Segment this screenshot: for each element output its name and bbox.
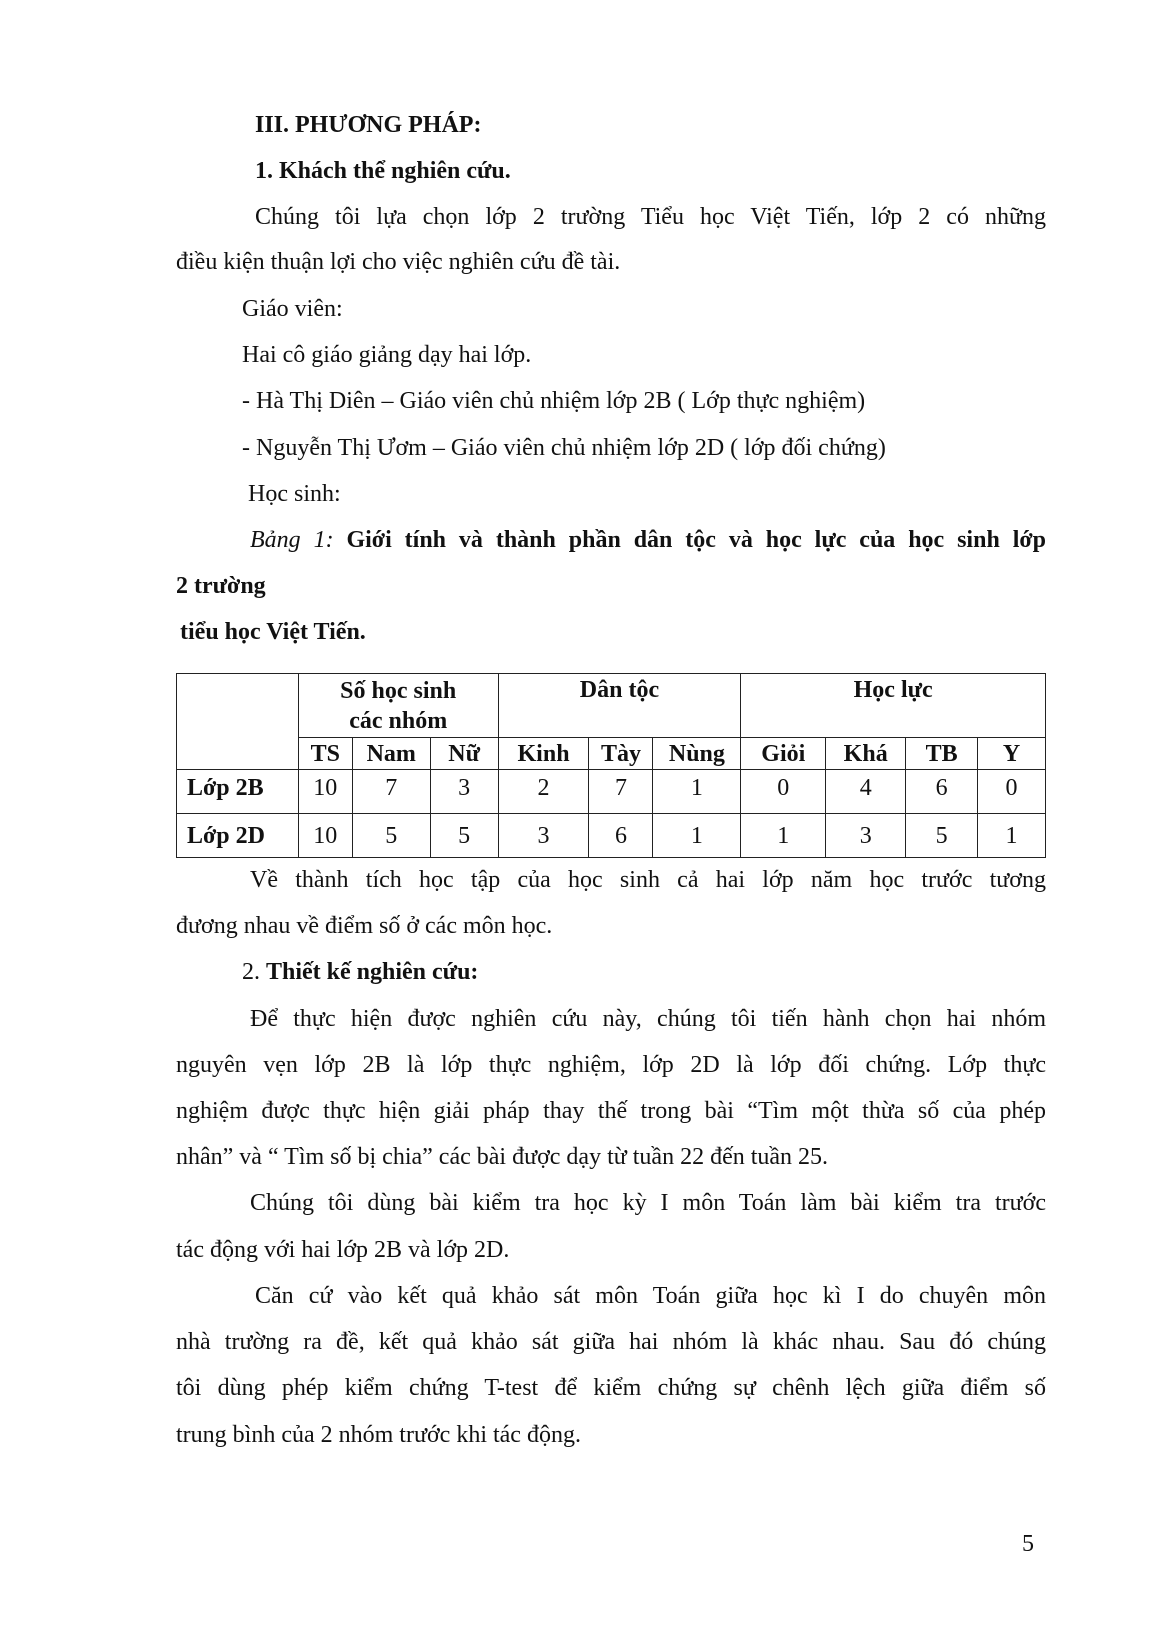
ttest-para-line: Căn cứ vào kết quả khảo sát môn Toán giữa học kì I do chuyên môn — [255, 1283, 1046, 1309]
subsection-2-number: 2. — [242, 959, 260, 985]
sub-header: TB — [906, 738, 978, 770]
intro-line-1: Chúng tôi lựa chọn lớp 2 trường Tiểu học Việt Tiến, lớp 2 có những — [255, 204, 1046, 230]
intro-line-2: điều kiện thuận lợi cho việc nghiên cứu đề tài. — [176, 249, 621, 275]
table-cell: 7 — [352, 770, 430, 814]
table-cell: 2 — [498, 770, 589, 814]
table-caption-title: Giới tính và thành phần dân tộc và học lực của học sinh lớp — [346, 527, 1047, 553]
table-row — [177, 770, 1046, 814]
table-cell: 10 — [298, 814, 352, 858]
table-cell: 1 — [653, 770, 741, 814]
group-header: Học lực — [741, 674, 1046, 738]
table-row — [177, 814, 1046, 858]
ttest-para-line: trung bình của 2 nhóm trước khi tác động. — [176, 1422, 581, 1448]
table-cell: 1 — [741, 814, 826, 858]
students-heading: Học sinh: — [248, 481, 341, 507]
subsection-2-heading — [242, 957, 478, 987]
test-para-line: Chúng tôi dùng bài kiểm tra học kỳ I môn Toán làm bài kiểm tra trước — [250, 1190, 1046, 1216]
table-cell: 1 — [653, 814, 741, 858]
teachers-heading: Giáo viên: — [242, 296, 343, 322]
row-label: Lớp 2B — [177, 770, 299, 814]
subsection-1-number: 1. — [255, 158, 273, 184]
table-cell: 1 — [978, 814, 1046, 858]
table-cell: 7 — [589, 770, 653, 814]
design-para-line: nghiệm được thực hiện giải pháp thay thế trong bài “Tìm một thừa số của phép — [176, 1098, 1046, 1124]
sub-header: Giỏi — [741, 738, 826, 770]
ttest-para-line: nhà trường ra đề, kết quả khảo sát giữa hai nhóm là khác nhau. Sau đó chúng — [176, 1329, 1046, 1355]
table-cell: 0 — [741, 770, 826, 814]
table-caption-line-2: 2 trường — [176, 573, 266, 599]
sub-header: TS — [298, 738, 352, 770]
table-cell: 3 — [498, 814, 589, 858]
student-table — [176, 673, 1046, 858]
ttest-para-line: tôi dùng phép kiểm chứng T-test để kiểm chứng sự chênh lệch giữa điểm số — [176, 1375, 1046, 1401]
teacher-item: - Hà Thị Diên – Giáo viên chủ nhiệm lớp 2B ( Lớp thực nghiệm) — [242, 388, 866, 414]
subsection-1-title: Khách thể nghiên cứu. — [279, 158, 511, 184]
test-para-line: tác động với hai lớp 2B và lớp 2D. — [176, 1237, 510, 1263]
sub-header: Tày — [589, 738, 653, 770]
sub-header: Y — [978, 738, 1046, 770]
table-caption-line-3: tiểu học Việt Tiến. — [180, 619, 366, 645]
table-cell: 10 — [298, 770, 352, 814]
table-cell: 5 — [906, 814, 978, 858]
table-corner-cell — [177, 674, 299, 770]
table-caption-label: Bảng 1: — [250, 527, 334, 553]
achievement-line-2: đương nhau về điểm số ở các môn học. — [176, 913, 553, 939]
table-cell: 5 — [430, 814, 498, 858]
sub-header: Khá — [826, 738, 906, 770]
achievement-line-1: Về thành tích học tập của học sinh cả hai lớp năm học trước tương — [250, 867, 1046, 893]
row-label: Lớp 2D — [177, 814, 299, 858]
table-cell: 3 — [430, 770, 498, 814]
group-header: Số học sinh các nhóm — [298, 674, 498, 738]
sub-header: Nam — [352, 738, 430, 770]
design-para-line: nhân” và “ Tìm số bị chia” các bài được dạy từ tuần 22 đến tuần 25. — [176, 1144, 829, 1170]
page-number: 5 — [1022, 1531, 1034, 1557]
section-title: III. PHƯƠNG PHÁP: — [255, 112, 482, 138]
table-cell: 3 — [826, 814, 906, 858]
table-cell: 6 — [906, 770, 978, 814]
table-cell: 5 — [352, 814, 430, 858]
table-cell: 0 — [978, 770, 1046, 814]
sub-header: Kinh — [498, 738, 589, 770]
sub-header: Nữ — [430, 738, 498, 770]
table-caption-line-1 — [250, 525, 1046, 555]
design-para-line: nguyên vẹn lớp 2B là lớp thực nghiệm, lớp 2D là lớp đối chứng. Lớp thực — [176, 1052, 1046, 1078]
teacher-item: - Nguyễn Thị Ươm – Giáo viên chủ nhiệm lớp 2D ( lớp đối chứng) — [242, 435, 886, 461]
design-para-line: Để thực hiện được nghiên cứu này, chúng tôi tiến hành chọn hai nhóm — [250, 1006, 1046, 1032]
table-subheader-row — [177, 738, 1046, 770]
sub-header: Nùng — [653, 738, 741, 770]
table-group-header-row — [177, 674, 1046, 738]
table-cell: 6 — [589, 814, 653, 858]
group-header: Dân tộc — [498, 674, 741, 738]
subsection-1-heading — [255, 156, 511, 186]
subsection-2-title: Thiết kế nghiên cứu: — [266, 959, 479, 985]
table-cell: 4 — [826, 770, 906, 814]
teachers-desc: Hai cô giáo giảng dạy hai lớp. — [242, 342, 532, 368]
